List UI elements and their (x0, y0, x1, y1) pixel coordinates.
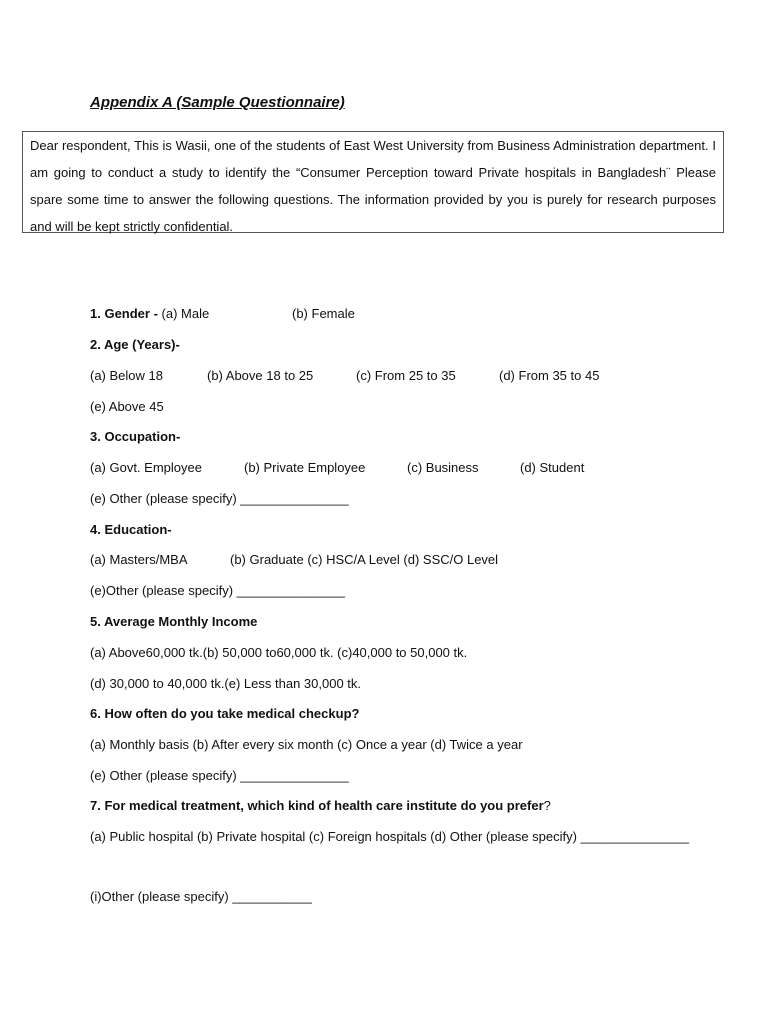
question-income-options-line2: (d) 30,000 to 40,000 tk.(e) Less than 30,000 tk. (90, 676, 362, 691)
option-25-35: (c) From 25 to 35 (356, 368, 456, 383)
option-below-18: (a) Below 18 (90, 368, 163, 383)
option-govt-employee: (a) Govt. Employee (90, 460, 202, 475)
option-student: (d) Student (520, 460, 585, 475)
option-above-45: (e) Above 45 (90, 399, 164, 414)
question-checkup-options: (a) Monthly basis (b) After every six month (c) Once a year (d) Twice a year (90, 737, 523, 752)
option-masters-mba: (a) Masters/MBA (90, 552, 188, 567)
option-education-other: (e)Other (please specify) _______________ (90, 583, 346, 598)
intro-box: Dear respondent, This is Wasii, one of the students of East West University from Business Administration department. I am going to conduct a study to identify the “Consumer Perception toward Private hospitals in Bangladesh¨ Please spare some time to answer the following questions. The information provided by you is purely for research purposes and will be kept strictly confidential. (22, 131, 724, 233)
option-occupation-other: (e) Other (please specify) _______________ (90, 491, 349, 506)
question-institute (90, 798, 551, 813)
option-graduate-hsc-ssc: (b) Graduate (c) HSC/A Level (d) SSC/O Level (230, 552, 499, 567)
option-female: (b) Female (292, 306, 355, 321)
option-last-other: (i)Other (please specify) ___________ (90, 889, 312, 904)
question-gender (90, 306, 355, 321)
option-35-45: (d) From 35 to 45 (499, 368, 600, 383)
question-checkup-label: 6. How often do you take medical checkup? (90, 706, 360, 721)
question-age-options (90, 368, 690, 386)
option-checkup-other: (e) Other (please specify) _______________ (90, 768, 349, 783)
question-institute-label: 7. For medical treatment, which kind of health care institute do you prefer (90, 798, 544, 813)
question-institute-options: (a) Public hospital (b) Private hospital (c) Foreign hospitals (d) Other (please specify) _______________ (90, 829, 690, 844)
option-18-25: (b) Above 18 to 25 (207, 368, 314, 383)
question-education-label: 4. Education- (90, 522, 172, 537)
appendix-title: Appendix A (Sample Questionnaire) (90, 94, 345, 111)
question-mark: ? (543, 798, 551, 813)
question-age-label: 2. Age (Years)- (90, 337, 180, 352)
question-income-options-line1: (a) Above60,000 tk.(b) 50,000 to60,000 tk. (c)40,000 to 50,000 tk. (90, 645, 468, 660)
question-education-options (90, 552, 690, 570)
question-label: 1. Gender - (90, 306, 162, 321)
option-business: (c) Business (407, 460, 479, 475)
question-occupation-options (90, 460, 690, 478)
question-occupation-label: 3. Occupation- (90, 429, 181, 444)
option-male: (a) Male (161, 306, 210, 321)
option-private-employee: (b) Private Employee (244, 460, 366, 475)
question-income-label: 5. Average Monthly Income (90, 614, 258, 629)
